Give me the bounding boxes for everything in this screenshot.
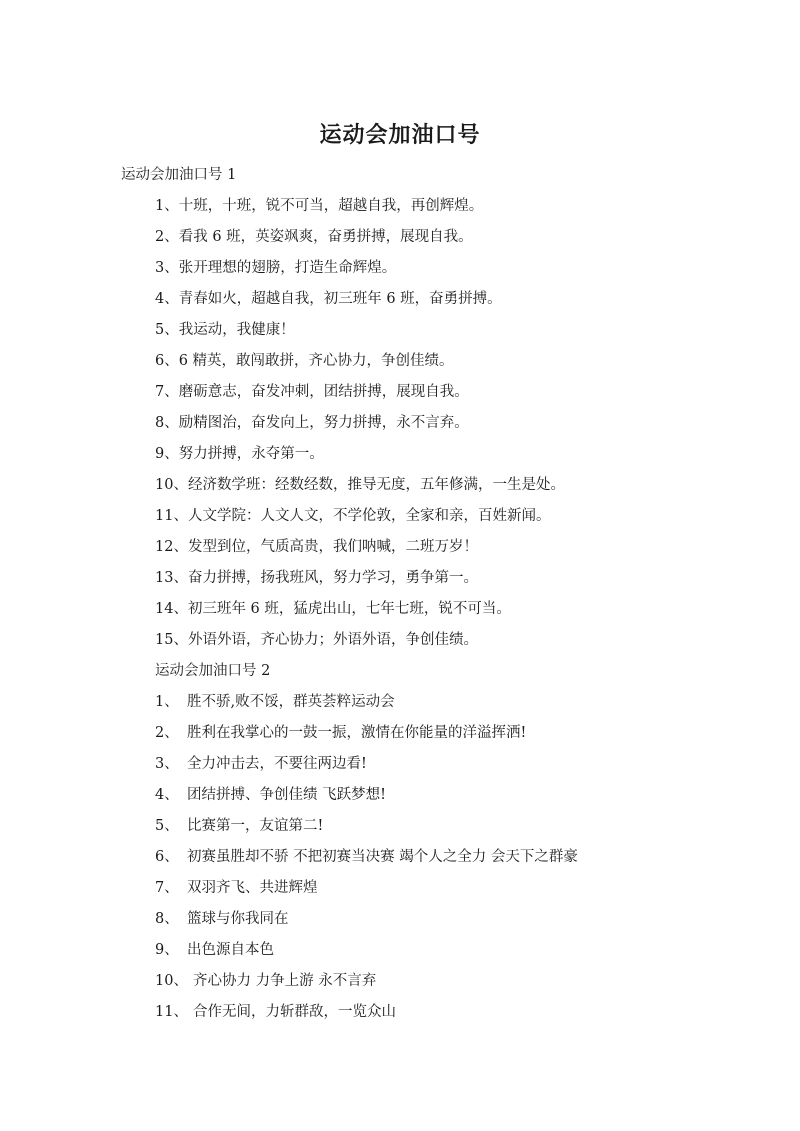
item-text: 全力冲击去，不要往两边看! [187, 756, 367, 772]
item-number: 3、 [155, 756, 179, 772]
item-text: 出色源自本色 [187, 942, 274, 958]
item-text: 篮球与你我同在 [187, 911, 289, 927]
item-text: 比赛第一，友谊第二! [187, 818, 324, 834]
item-text: 胜利在我掌心的一鼓一振，激情在你能量的洋溢挥洒! [187, 725, 527, 741]
item-number: 9、 [155, 942, 179, 958]
slogan-item [0, 842, 800, 873]
slogan-item: 2、看我 6 班，英姿飒爽，奋勇拼搏，展现自我。 [155, 229, 473, 245]
slogan-item: 13、奋力拼搏，扬我班风，努力学习，勇争第一。 [155, 570, 478, 586]
item-number: 1、 [155, 694, 179, 710]
slogan-item: 15、外语外语，齐心协力；外语外语，争创佳绩。 [155, 632, 478, 648]
slogan-item: 11、人文学院：人文人文，不学伦敦，全家和亲，百姓新闻。 [155, 508, 551, 524]
section-2-heading: 运动会加油口号 2 [155, 663, 271, 679]
slogan-item [0, 687, 800, 718]
slogan-item [0, 780, 800, 811]
item-text: 胜不骄,败不馁，群英荟粹运动会 [187, 694, 395, 710]
slogan-item: 8、励精图治，奋发向上，努力拼搏，永不言弃。 [155, 415, 469, 431]
slogan-item: 12、发型到位，气质高贵，我们呐喊，二班万岁！ [155, 539, 478, 555]
slogan-item [0, 718, 800, 749]
item-text: 双羽齐飞、共进辉煌 [187, 880, 318, 896]
item-number: 2、 [155, 725, 179, 741]
item-number: 7、 [155, 880, 179, 896]
slogan-item: 1、十班，十班，锐不可当，超越自我，再创辉煌。 [155, 198, 484, 214]
slogan-item [0, 904, 800, 935]
item-number: 6、 [155, 849, 179, 865]
slogan-item: 5、我运动，我健康！ [155, 322, 295, 338]
document-title: 运动会加油口号 [319, 123, 481, 148]
slogan-item: 10、经济数学班：经数经数，推导无度，五年修满，一生是处。 [155, 477, 565, 493]
slogan-item [0, 811, 800, 842]
slogan-item: 4、青春如火，超越自我，初三班年 6 班，奋勇拼搏。 [155, 291, 502, 307]
slogan-item: 3、张开理想的翅膀，打造生命辉煌。 [155, 260, 397, 276]
item-text: 合作无间，力斩群敌，一览众山 [193, 1004, 396, 1020]
slogan-item [0, 749, 800, 780]
item-text: 团结拼搏、争创佳绩 飞跃梦想! [187, 787, 386, 803]
slogan-item [0, 873, 800, 904]
slogan-item [0, 966, 800, 997]
slogan-item: 7、磨砺意志，奋发冲刺，团结拼搏，展现自我。 [155, 384, 469, 400]
slogan-item [0, 997, 800, 1028]
item-number: 8、 [155, 911, 179, 927]
slogan-item: 14、初三班年 6 班，猛虎出山，七年七班，锐不可当。 [155, 601, 511, 617]
item-number: 11、 [155, 1004, 188, 1020]
item-text: 齐心协力 力争上游 永不言弃 [193, 973, 377, 989]
item-text: 初赛虽胜却不骄 不把初赛当决赛 竭个人之全力 会天下之群豪 [187, 849, 578, 865]
slogan-item [0, 935, 800, 966]
slogan-item: 9、努力拼搏，永夺第一。 [155, 446, 324, 462]
item-number: 5、 [155, 818, 179, 834]
item-number: 10、 [155, 973, 188, 989]
slogan-item: 6、6 精英，敢闯敢拼，齐心协力，争创佳绩。 [155, 353, 454, 369]
section-1-list [0, 191, 800, 656]
section-2-list [0, 687, 800, 1028]
item-number: 4、 [155, 787, 179, 803]
section-1-heading: 运动会加油口号 1 [121, 167, 237, 183]
document-body [0, 160, 800, 1028]
